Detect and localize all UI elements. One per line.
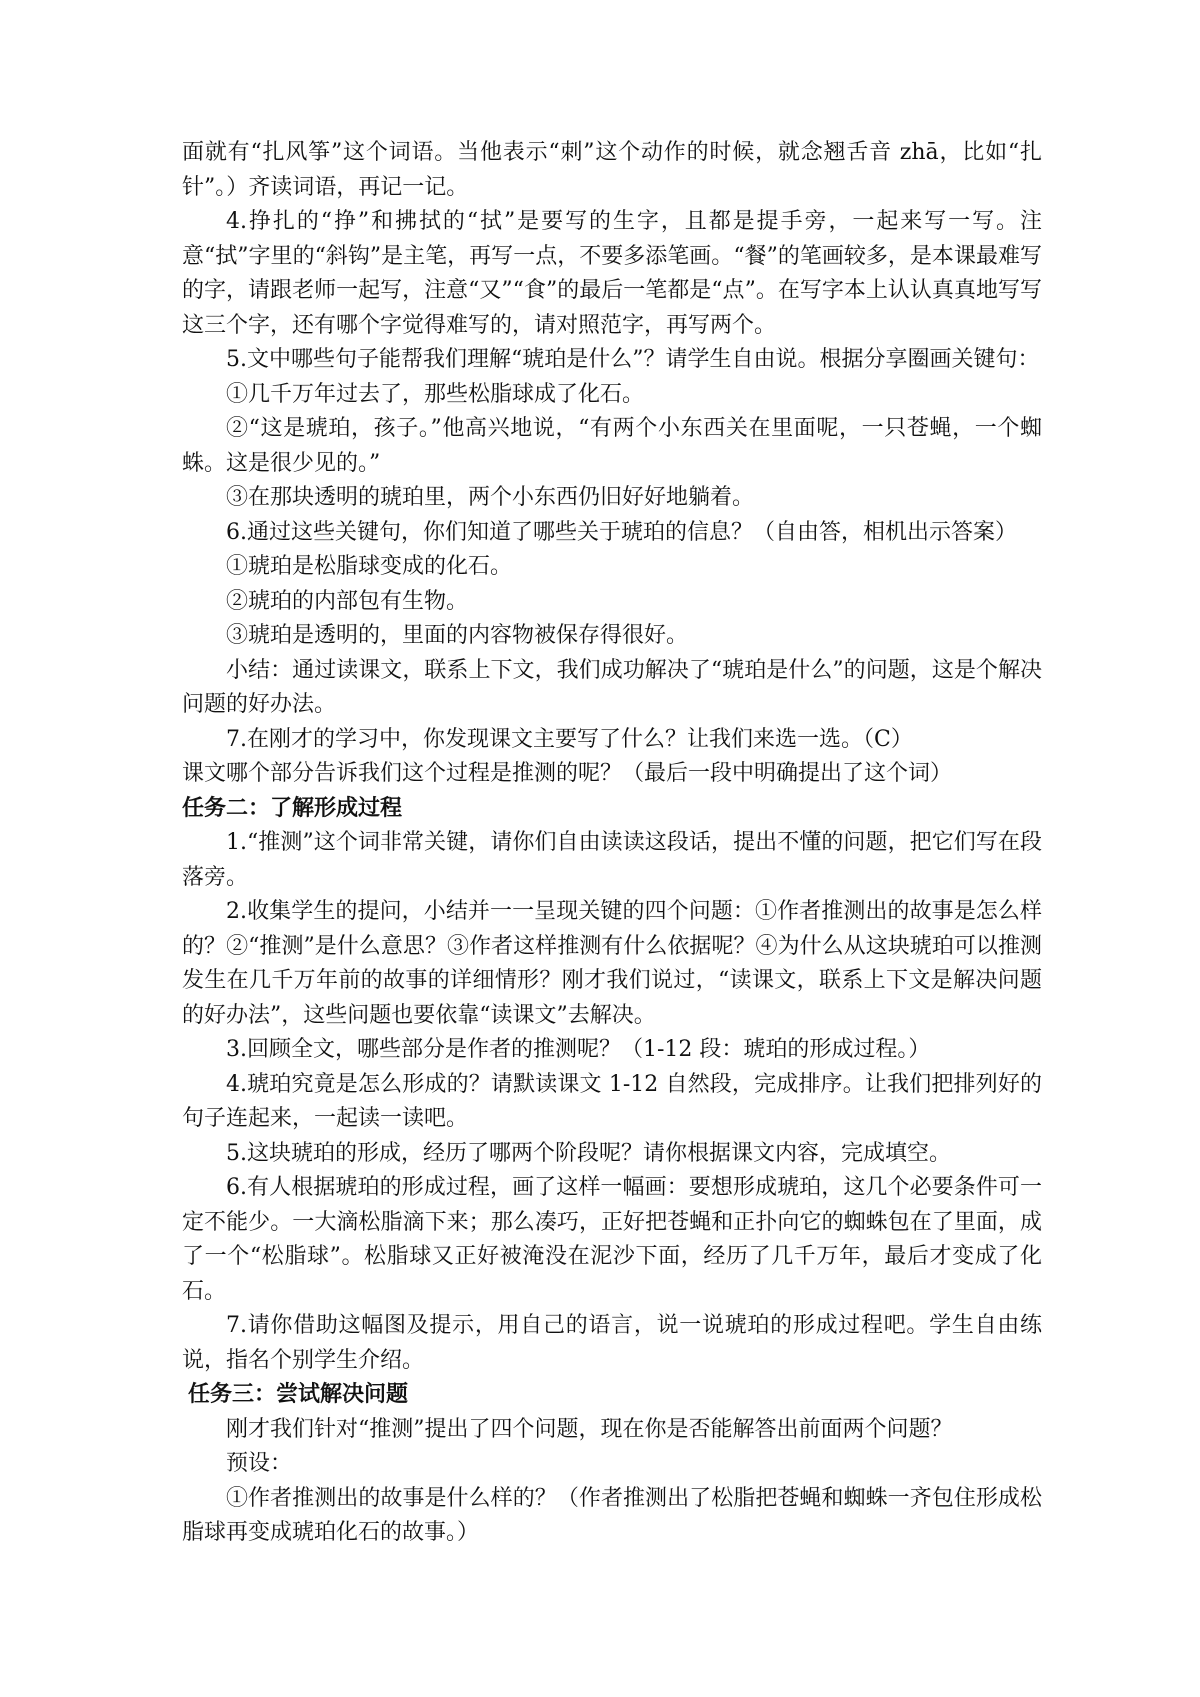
list-item-preset-answer-1: ①作者推测出的故事是什么样的？（作者推测出了松脂把苍蝇和蜘蛛一齐包住形成松脂球再变成琥珀化石的故事。）	[182, 1485, 1042, 1545]
paragraph-task3-intro: 刚才我们针对“推测”提出了四个问题，现在你是否能解答出前面两个问题？	[226, 1416, 953, 1442]
section-heading-task-2: 任务二：了解形成过程	[182, 795, 403, 821]
paragraph-step-6-information: 6.通过这些关键句，你们知道了哪些关于琥珀的信息？（自由答，相机出示答案）	[226, 519, 1017, 545]
paragraph-task2-step-3: 3.回顾全文，哪些部分是作者的推测呢？（1-12 段：琥珀的形成过程。）	[226, 1037, 931, 1062]
list-item-key-sentence-2: ②“这是琥珀，孩子。”他高兴地说，“有两个小东西关在里面呢，一只苍蝇，一个蜘蛛。这是很少见的。”	[182, 416, 1042, 476]
list-item-info-3: ③琥珀是透明的，里面的内容物被保存得很好。	[226, 623, 689, 648]
list-item-key-sentence-3: ③在那块透明的琥珀里，两个小东西仍旧好好地躺着。	[226, 485, 755, 510]
paragraph-step-5-key-sentences: 5.文中哪些句子能帮我们理解“琥珀是什么”？请学生自由说。根据分享圈画关键句：	[226, 347, 1040, 372]
paragraph-task2-step-5: 5.这块琥珀的形成，经历了哪两个阶段呢？请你根据课文内容，完成填空。	[226, 1140, 951, 1166]
paragraph-task2-step-7: 7.请你借助这幅图及提示，用自己的语言，说一说琥珀的形成过程吧。学生自由练说，指名个别学生介绍。	[182, 1313, 1042, 1373]
paragraph-step-7-choice: 7.在刚才的学习中，你发现课文主要写了什么？让我们来选一选。（C）	[226, 726, 913, 752]
paragraph-continuation: 面就有“扎风筝”这个词语。当他表示“刺”这个动作的时候，就念翘舌音 zhā，比如“扎针”。）齐读词语，再记一记。	[182, 140, 1042, 200]
document-page	[182, 136, 1042, 1551]
paragraph-task2-step-2: 2.收集学生的提问，小结并一一呈现关键的四个问题：①作者推测出的故事是怎么样的？②“推测”是什么意思？③作者这样推测有什么依据呢？④为什么从这块琥珀可以推测发生在几千万年前的故事的详细情形？刚才我们说过，“读课文，联系上下文是解决问题的好办法”，这些问题也要依靠“读课文”去解决。	[182, 899, 1042, 1028]
list-item-info-2: ②琥珀的内部包有生物。	[226, 588, 469, 614]
paragraph-task2-step-4: 4.琥珀究竟是怎么形成的？请默读课文 1-12 自然段，完成排序。让我们把排列好的句子连起来，一起读一读吧。	[182, 1071, 1042, 1131]
paragraph-step-4-writing: 4.挣扎的“挣”和拂拭的“拭”是要写的生字，且都是提手旁，一起来写一写。注意“拭”字里的“斜钩”是主笔，再写一点，不要多添笔画。“餐”的笔画较多，是本课最难写的字，请跟老师一起写，注意“又”“食”的最后一笔都是“点”。在写字本上认认真真地写写这三个字，还有哪个字觉得难写的，请对照范字，再写两个。	[182, 209, 1042, 338]
paragraph-task2-step-1: 1.“推测”这个词非常关键，请你们自由读读这段话，提出不懂的问题，把它们写在段落旁。	[182, 830, 1042, 890]
paragraph-speculation-question: 课文哪个部分告诉我们这个过程是推测的呢？（最后一段中明确提出了这个词）	[182, 761, 953, 786]
paragraph-summary: 小结：通过读课文，联系上下文，我们成功解决了“琥珀是什么”的问题，这是个解决问题的好办法。	[182, 657, 1042, 717]
section-heading-task-3: 任务三：尝试解决问题	[188, 1382, 409, 1407]
paragraph-preset-label: 预设：	[226, 1451, 293, 1476]
list-item-info-1: ①琥珀是松脂球变成的化石。	[226, 554, 513, 579]
paragraph-task2-step-6: 6.有人根据琥珀的形成过程，画了这样一幅画：要想形成琥珀，这几个必要条件可一定不能少。一大滴松脂滴下来；那么凑巧，正好把苍蝇和正扑向它的蜘蛛包在了里面，成了一个“松脂球”。松脂球又正好被淹没在泥沙下面，经历了几千万年，最后才变成了化石。	[182, 1175, 1042, 1304]
list-item-key-sentence-1: ①几千万年过去了，那些松脂球成了化石。	[226, 381, 645, 407]
